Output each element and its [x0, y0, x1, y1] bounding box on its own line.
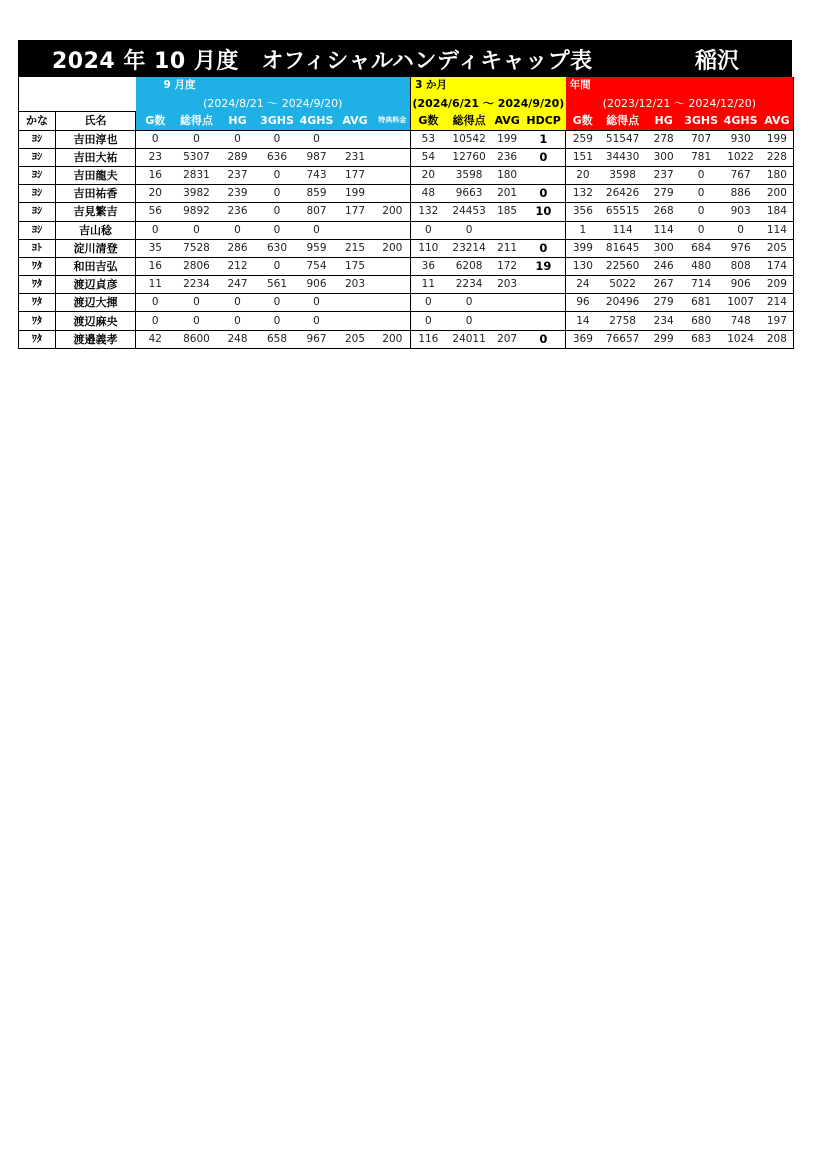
monthly-総得点: 2831 — [175, 166, 219, 184]
yearly-3GHS: 480 — [682, 257, 721, 275]
row-kana: ﾖｼ — [19, 185, 56, 203]
yearly-HG: 279 — [646, 185, 682, 203]
monthly-AVG: 215 — [336, 239, 375, 257]
yearly-総得点: 81645 — [600, 239, 646, 257]
3month-総得点: 0 — [446, 312, 493, 330]
3month-G数: 110 — [411, 239, 446, 257]
row-kana: ﾖｼ — [19, 148, 56, 166]
three-month-section-label: 3 か月 — [411, 77, 566, 94]
table-body — [19, 77, 794, 348]
monthly-総得点: 9892 — [175, 203, 219, 221]
monthly-総得点: 0 — [175, 312, 219, 330]
monthly-総得点: 3982 — [175, 185, 219, 203]
monthly-AVG — [336, 221, 375, 239]
3month-G数: 48 — [411, 185, 446, 203]
yearly-総得点: 51547 — [600, 130, 646, 148]
yearly-HG: 268 — [646, 203, 682, 221]
yearly-3GHS: 714 — [682, 276, 721, 294]
row-name: 渡辺麻央 — [56, 312, 136, 330]
yearly-G数: 399 — [566, 239, 600, 257]
table-row — [19, 276, 794, 294]
yearly-G数: 356 — [566, 203, 600, 221]
yearly-3GHS: 683 — [682, 330, 721, 348]
3month-総得点: 24011 — [446, 330, 493, 348]
yearly-AVG: 209 — [761, 276, 794, 294]
3month-HDCP — [522, 312, 566, 330]
yearly-総得点: 3598 — [600, 166, 646, 184]
yearly-G数: 259 — [566, 130, 600, 148]
3month-AVG: 211 — [493, 239, 522, 257]
monthly-特典料金 — [375, 166, 411, 184]
monthly-AVG: 203 — [336, 276, 375, 294]
3month-G数: 53 — [411, 130, 446, 148]
3month-G数: 0 — [411, 294, 446, 312]
row-kana: ﾜﾀ — [19, 257, 56, 275]
yearly-G数: 369 — [566, 330, 600, 348]
monthly-AVG — [336, 130, 375, 148]
monthly-総得点: 2806 — [175, 257, 219, 275]
monthly-G数: 16 — [136, 166, 175, 184]
3month-総得点: 3598 — [446, 166, 493, 184]
yearly-4GHS: 930 — [721, 130, 761, 148]
monthly-HG: 239 — [219, 185, 257, 203]
3month-HDCP: 1 — [522, 130, 566, 148]
yearly-3GHS: 0 — [682, 203, 721, 221]
3month-総得点: 12760 — [446, 148, 493, 166]
monthly-特典料金 — [375, 148, 411, 166]
3month-総得点: 9663 — [446, 185, 493, 203]
monthly-HG: 237 — [219, 166, 257, 184]
column-header-monthly-6: 特典料金 — [375, 112, 411, 130]
row-name: 和田吉弘 — [56, 257, 136, 275]
3month-AVG: 236 — [493, 148, 522, 166]
3month-G数: 20 — [411, 166, 446, 184]
table-row — [19, 203, 794, 221]
yearly-総得点: 20496 — [600, 294, 646, 312]
3month-AVG — [493, 221, 522, 239]
table-row — [19, 312, 794, 330]
monthly-3GHS: 561 — [257, 276, 298, 294]
row-name: 渡辺貞彦 — [56, 276, 136, 294]
yearly-総得点: 22560 — [600, 257, 646, 275]
yearly-4GHS: 0 — [721, 221, 761, 239]
monthly-3GHS: 0 — [257, 312, 298, 330]
monthly-4GHS: 0 — [298, 221, 336, 239]
monthly-4GHS: 0 — [298, 312, 336, 330]
table-row — [19, 294, 794, 312]
column-header-name: 氏名 — [56, 112, 136, 130]
yearly-4GHS: 886 — [721, 185, 761, 203]
row-kana: ﾜﾀ — [19, 312, 56, 330]
monthly-HG: 236 — [219, 203, 257, 221]
monthly-AVG: 177 — [336, 203, 375, 221]
monthly-4GHS: 743 — [298, 166, 336, 184]
monthly-3GHS: 0 — [257, 203, 298, 221]
table-row — [19, 130, 794, 148]
monthly-特典料金: 200 — [375, 330, 411, 348]
table-row — [19, 221, 794, 239]
3month-AVG: 207 — [493, 330, 522, 348]
yearly-4GHS: 808 — [721, 257, 761, 275]
table-row — [19, 185, 794, 203]
row-kana: ﾖｼ — [19, 221, 56, 239]
monthly-HG: 212 — [219, 257, 257, 275]
monthly-4GHS: 859 — [298, 185, 336, 203]
table-row — [19, 148, 794, 166]
monthly-総得点: 0 — [175, 221, 219, 239]
3month-G数: 36 — [411, 257, 446, 275]
yearly-G数: 1 — [566, 221, 600, 239]
yearly-G数: 24 — [566, 276, 600, 294]
yearly-AVG: 208 — [761, 330, 794, 348]
monthly-4GHS: 987 — [298, 148, 336, 166]
row-name: 吉田大祐 — [56, 148, 136, 166]
3month-HDCP: 0 — [522, 185, 566, 203]
yearly-4GHS: 1024 — [721, 330, 761, 348]
monthly-特典料金 — [375, 294, 411, 312]
monthly-3GHS: 636 — [257, 148, 298, 166]
3month-G数: 116 — [411, 330, 446, 348]
3month-総得点: 0 — [446, 294, 493, 312]
row-kana: ﾜﾀ — [19, 330, 56, 348]
column-header-yearly-4: 4GHS — [721, 112, 761, 130]
yearly-3GHS: 707 — [682, 130, 721, 148]
monthly-section-range: (2024/8/21 ～ 2024/9/20) — [136, 94, 411, 112]
page-title: 2024 年 10 月度 オフィシャルハンディキャップ表 — [52, 49, 593, 74]
monthly-総得点: 8600 — [175, 330, 219, 348]
3month-AVG: 201 — [493, 185, 522, 203]
monthly-特典料金: 200 — [375, 203, 411, 221]
yearly-AVG: 205 — [761, 239, 794, 257]
title-bar — [18, 40, 792, 77]
store-name: 稲沢 — [695, 49, 740, 74]
monthly-4GHS: 807 — [298, 203, 336, 221]
row-kana: ﾖｼ — [19, 166, 56, 184]
monthly-特典料金 — [375, 276, 411, 294]
yearly-G数: 20 — [566, 166, 600, 184]
3month-HDCP: 19 — [522, 257, 566, 275]
3month-HDCP — [522, 276, 566, 294]
column-header-yearly-3: 3GHS — [682, 112, 721, 130]
monthly-AVG — [336, 294, 375, 312]
monthly-HG: 286 — [219, 239, 257, 257]
monthly-総得点: 5307 — [175, 148, 219, 166]
3month-G数: 11 — [411, 276, 446, 294]
monthly-特典料金: 200 — [375, 239, 411, 257]
handicap-table — [18, 77, 794, 349]
yearly-AVG: 180 — [761, 166, 794, 184]
row-kana: ﾖﾄ — [19, 239, 56, 257]
yearly-総得点: 65515 — [600, 203, 646, 221]
yearly-HG: 278 — [646, 130, 682, 148]
monthly-3GHS: 658 — [257, 330, 298, 348]
monthly-G数: 0 — [136, 312, 175, 330]
3month-HDCP — [522, 166, 566, 184]
yearly-3GHS: 0 — [682, 185, 721, 203]
row-name: 渡邉義孝 — [56, 330, 136, 348]
monthly-3GHS: 0 — [257, 257, 298, 275]
row-name: 吉山稔 — [56, 221, 136, 239]
yearly-HG: 300 — [646, 148, 682, 166]
column-header-monthly-2: HG — [219, 112, 257, 130]
monthly-4GHS: 0 — [298, 130, 336, 148]
monthly-4GHS: 967 — [298, 330, 336, 348]
3month-総得点: 6208 — [446, 257, 493, 275]
monthly-section-label: 9 月度 — [136, 77, 411, 94]
yearly-HG: 299 — [646, 330, 682, 348]
yearly-G数: 96 — [566, 294, 600, 312]
column-header-yearly-0: G数 — [566, 112, 600, 130]
monthly-HG: 0 — [219, 312, 257, 330]
column-header-3month-3: HDCP — [522, 112, 566, 130]
row-name: 吉田龍夫 — [56, 166, 136, 184]
3month-総得点: 2234 — [446, 276, 493, 294]
monthly-HG: 0 — [219, 221, 257, 239]
3month-AVG — [493, 312, 522, 330]
row-kana: ﾖｼ — [19, 203, 56, 221]
monthly-G数: 42 — [136, 330, 175, 348]
row-name: 淀川清登 — [56, 239, 136, 257]
3month-総得点: 24453 — [446, 203, 493, 221]
monthly-4GHS: 959 — [298, 239, 336, 257]
yearly-G数: 130 — [566, 257, 600, 275]
monthly-3GHS: 630 — [257, 239, 298, 257]
monthly-特典料金 — [375, 185, 411, 203]
yearly-総得点: 26426 — [600, 185, 646, 203]
row-kana: ﾜﾀ — [19, 294, 56, 312]
yearly-総得点: 114 — [600, 221, 646, 239]
yearly-HG: 246 — [646, 257, 682, 275]
monthly-HG: 0 — [219, 130, 257, 148]
monthly-AVG: 231 — [336, 148, 375, 166]
monthly-HG: 248 — [219, 330, 257, 348]
monthly-3GHS: 0 — [257, 294, 298, 312]
3month-HDCP: 0 — [522, 239, 566, 257]
yearly-HG: 237 — [646, 166, 682, 184]
3month-HDCP: 0 — [522, 330, 566, 348]
3month-AVG: 203 — [493, 276, 522, 294]
column-header-row — [19, 112, 794, 130]
yearly-4GHS: 1022 — [721, 148, 761, 166]
yearly-AVG: 200 — [761, 185, 794, 203]
column-header-3month-0: G数 — [411, 112, 446, 130]
row-name: 吉田淳也 — [56, 130, 136, 148]
monthly-総得点: 0 — [175, 130, 219, 148]
yearly-HG: 234 — [646, 312, 682, 330]
yearly-総得点: 5022 — [600, 276, 646, 294]
row-name: 渡辺大揮 — [56, 294, 136, 312]
3month-総得点: 10542 — [446, 130, 493, 148]
3month-AVG: 199 — [493, 130, 522, 148]
monthly-3GHS: 0 — [257, 130, 298, 148]
three-month-section-range: (2024/6/21 ～ 2024/9/20) — [411, 94, 566, 112]
yearly-G数: 132 — [566, 185, 600, 203]
yearly-総得点: 76657 — [600, 330, 646, 348]
monthly-G数: 0 — [136, 221, 175, 239]
3month-HDCP — [522, 221, 566, 239]
monthly-G数: 23 — [136, 148, 175, 166]
column-header-monthly-5: AVG — [336, 112, 375, 130]
monthly-AVG: 199 — [336, 185, 375, 203]
yearly-HG: 300 — [646, 239, 682, 257]
column-header-3month-1: 総得点 — [446, 112, 493, 130]
yearly-3GHS: 680 — [682, 312, 721, 330]
yearly-AVG: 197 — [761, 312, 794, 330]
monthly-総得点: 7528 — [175, 239, 219, 257]
table-row — [19, 166, 794, 184]
yearly-4GHS: 903 — [721, 203, 761, 221]
yearly-AVG: 114 — [761, 221, 794, 239]
3month-AVG: 172 — [493, 257, 522, 275]
yearly-section-range: (2023/12/21 ～ 2024/12/20) — [566, 94, 794, 112]
monthly-4GHS: 906 — [298, 276, 336, 294]
row-kana: ﾖｼ — [19, 130, 56, 148]
column-header-monthly-1: 総得点 — [175, 112, 219, 130]
yearly-HG: 267 — [646, 276, 682, 294]
3month-AVG: 180 — [493, 166, 522, 184]
monthly-特典料金 — [375, 312, 411, 330]
3month-HDCP: 0 — [522, 148, 566, 166]
column-header-monthly-4: 4GHS — [298, 112, 336, 130]
yearly-4GHS: 906 — [721, 276, 761, 294]
3month-HDCP: 10 — [522, 203, 566, 221]
section-range-row — [19, 94, 794, 112]
table-row — [19, 330, 794, 348]
monthly-G数: 0 — [136, 130, 175, 148]
monthly-4GHS: 754 — [298, 257, 336, 275]
column-header-yearly-1: 総得点 — [600, 112, 646, 130]
monthly-G数: 35 — [136, 239, 175, 257]
yearly-4GHS: 976 — [721, 239, 761, 257]
yearly-3GHS: 684 — [682, 239, 721, 257]
monthly-HG: 289 — [219, 148, 257, 166]
yearly-3GHS: 781 — [682, 148, 721, 166]
yearly-4GHS: 767 — [721, 166, 761, 184]
monthly-特典料金 — [375, 130, 411, 148]
yearly-4GHS: 748 — [721, 312, 761, 330]
yearly-4GHS: 1007 — [721, 294, 761, 312]
monthly-4GHS: 0 — [298, 294, 336, 312]
yearly-AVG: 174 — [761, 257, 794, 275]
monthly-3GHS: 0 — [257, 166, 298, 184]
monthly-G数: 16 — [136, 257, 175, 275]
column-header-kana: かな — [19, 112, 56, 130]
yearly-AVG: 214 — [761, 294, 794, 312]
3month-AVG: 185 — [493, 203, 522, 221]
section-label-row — [19, 77, 794, 94]
3month-総得点: 23214 — [446, 239, 493, 257]
3month-総得点: 0 — [446, 221, 493, 239]
yearly-AVG: 228 — [761, 148, 794, 166]
table-row — [19, 239, 794, 257]
yearly-総得点: 2758 — [600, 312, 646, 330]
yearly-HG: 114 — [646, 221, 682, 239]
column-header-monthly-3: 3GHS — [257, 112, 298, 130]
column-header-monthly-0: G数 — [136, 112, 175, 130]
monthly-3GHS: 0 — [257, 221, 298, 239]
row-name: 吉見繁吉 — [56, 203, 136, 221]
row-name: 吉田祐香 — [56, 185, 136, 203]
monthly-HG: 0 — [219, 294, 257, 312]
3month-AVG — [493, 294, 522, 312]
yearly-AVG: 199 — [761, 130, 794, 148]
yearly-G数: 151 — [566, 148, 600, 166]
column-header-3month-2: AVG — [493, 112, 522, 130]
monthly-AVG — [336, 312, 375, 330]
table-row — [19, 257, 794, 275]
column-header-yearly-2: HG — [646, 112, 682, 130]
yearly-AVG: 184 — [761, 203, 794, 221]
3month-HDCP — [522, 294, 566, 312]
row-kana: ﾜﾀ — [19, 276, 56, 294]
yearly-3GHS: 681 — [682, 294, 721, 312]
monthly-AVG: 205 — [336, 330, 375, 348]
monthly-特典料金 — [375, 257, 411, 275]
monthly-G数: 56 — [136, 203, 175, 221]
3month-G数: 54 — [411, 148, 446, 166]
yearly-3GHS: 0 — [682, 166, 721, 184]
monthly-総得点: 2234 — [175, 276, 219, 294]
3month-G数: 132 — [411, 203, 446, 221]
yearly-総得点: 34430 — [600, 148, 646, 166]
monthly-G数: 11 — [136, 276, 175, 294]
monthly-G数: 0 — [136, 294, 175, 312]
yearly-G数: 14 — [566, 312, 600, 330]
3month-G数: 0 — [411, 221, 446, 239]
monthly-3GHS: 0 — [257, 185, 298, 203]
column-header-yearly-5: AVG — [761, 112, 794, 130]
monthly-AVG: 177 — [336, 166, 375, 184]
yearly-3GHS: 0 — [682, 221, 721, 239]
yearly-HG: 279 — [646, 294, 682, 312]
monthly-総得点: 0 — [175, 294, 219, 312]
yearly-section-label: 年間 — [566, 77, 794, 94]
monthly-G数: 20 — [136, 185, 175, 203]
monthly-特典料金 — [375, 221, 411, 239]
monthly-HG: 247 — [219, 276, 257, 294]
3month-G数: 0 — [411, 312, 446, 330]
monthly-AVG: 175 — [336, 257, 375, 275]
